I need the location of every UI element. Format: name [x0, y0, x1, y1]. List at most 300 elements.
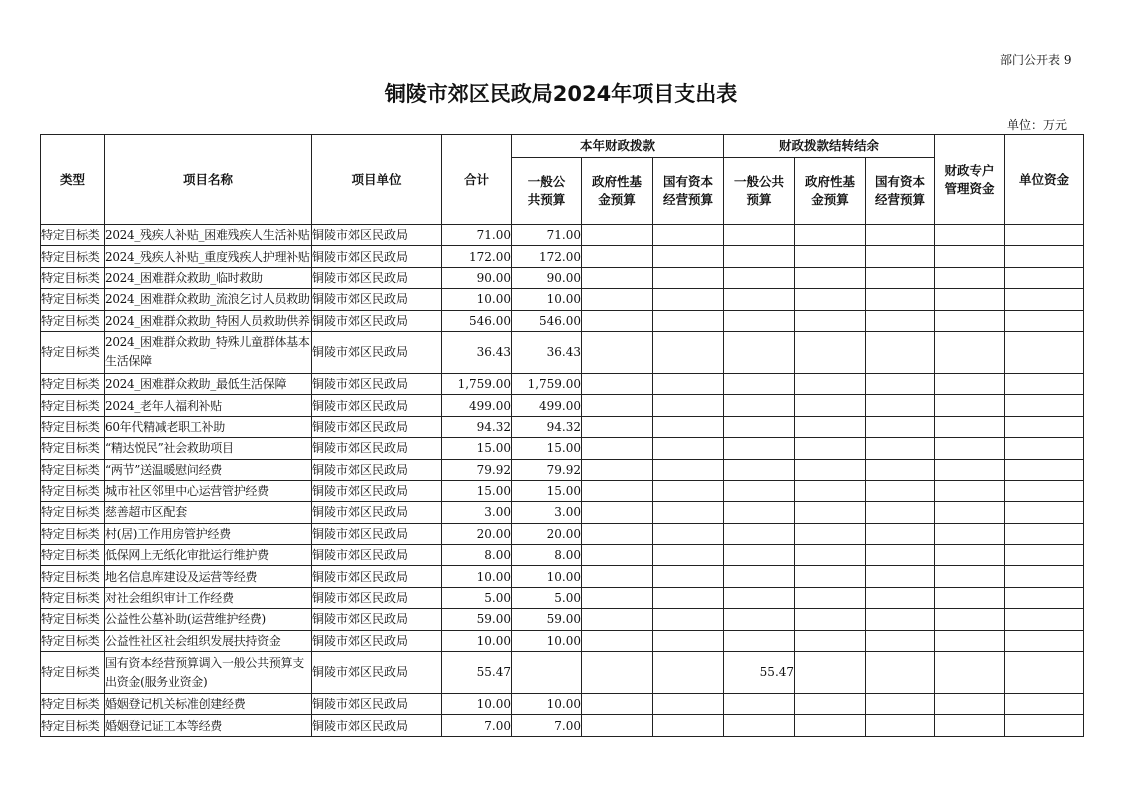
row-cy-general-cell: 90.00	[512, 267, 582, 288]
row-project-unit-cell: 铜陵市郊区民政局	[312, 395, 442, 416]
row-cy-state-capital-cell	[653, 694, 724, 715]
table-row	[41, 225, 1084, 246]
row-unit-fund-cell	[1005, 459, 1084, 480]
table-row	[41, 652, 1084, 694]
row-cy-gov-fund-cell	[582, 523, 653, 544]
header-type: 类型	[41, 135, 105, 225]
row-co-state-capital-cell	[866, 416, 935, 437]
row-project-unit-cell: 铜陵市郊区民政局	[312, 310, 442, 331]
row-cy-gov-fund-cell	[582, 480, 653, 501]
row-total-cell: 172.00	[442, 246, 512, 267]
row-co-state-capital-cell	[866, 438, 935, 459]
row-project-unit-cell: 铜陵市郊区民政局	[312, 502, 442, 523]
row-unit-fund-cell	[1005, 652, 1084, 694]
row-co-state-capital-cell	[866, 652, 935, 694]
row-co-state-capital-cell	[866, 715, 935, 736]
row-project-name-cell: 公益性社区社会组织发展扶持资金	[105, 630, 312, 651]
row-co-general-cell	[724, 523, 795, 544]
table-row	[41, 502, 1084, 523]
row-co-gov-fund-cell	[795, 630, 866, 651]
row-cy-state-capital-cell	[653, 587, 724, 608]
row-cy-general-cell: 10.00	[512, 694, 582, 715]
row-co-general-cell	[724, 480, 795, 501]
row-project-name-cell: 2024_困难群众救助_流浪乞讨人员救助	[105, 289, 312, 310]
row-total-cell: 20.00	[442, 523, 512, 544]
row-cy-general-cell: 15.00	[512, 438, 582, 459]
row-co-gov-fund-cell	[795, 246, 866, 267]
row-type-cell: 特定目标类	[41, 566, 105, 587]
table-row	[41, 267, 1084, 288]
row-project-unit-cell: 铜陵市郊区民政局	[312, 609, 442, 630]
row-total-cell: 94.32	[442, 416, 512, 437]
header-co-gov-fund: 政府性基金预算	[795, 158, 866, 225]
table-row	[41, 438, 1084, 459]
row-co-general-cell	[724, 630, 795, 651]
row-special-fund-cell	[935, 587, 1005, 608]
row-type-cell: 特定目标类	[41, 459, 105, 480]
row-project-name-cell: 对社会组织审计工作经费	[105, 587, 312, 608]
row-type-cell: 特定目标类	[41, 289, 105, 310]
header-cy-state-capital: 国有资本经营预算	[653, 158, 724, 225]
table-row	[41, 587, 1084, 608]
row-co-state-capital-cell	[866, 502, 935, 523]
table-row	[41, 459, 1084, 480]
row-total-cell: 5.00	[442, 587, 512, 608]
row-co-general-cell	[724, 395, 795, 416]
row-co-state-capital-cell	[866, 267, 935, 288]
row-project-name-cell: 2024_残疾人补贴_困难残疾人生活补贴	[105, 225, 312, 246]
header-co-state-capital: 国有资本经营预算	[866, 158, 935, 225]
row-cy-gov-fund-cell	[582, 416, 653, 437]
row-special-fund-cell	[935, 373, 1005, 394]
row-total-cell: 55.47	[442, 652, 512, 694]
row-project-unit-cell: 铜陵市郊区民政局	[312, 331, 442, 373]
row-total-cell: 7.00	[442, 715, 512, 736]
row-cy-state-capital-cell	[653, 310, 724, 331]
page-title: 铜陵市郊区民政局2024年项目支出表	[384, 82, 738, 106]
row-cy-gov-fund-cell	[582, 609, 653, 630]
row-co-general-cell	[724, 566, 795, 587]
row-total-cell: 10.00	[442, 630, 512, 651]
row-cy-state-capital-cell	[653, 438, 724, 459]
table-row	[41, 331, 1084, 373]
row-cy-state-capital-cell	[653, 652, 724, 694]
row-co-state-capital-cell	[866, 246, 935, 267]
row-project-name-cell: 村(居)工作用房管护经费	[105, 523, 312, 544]
row-cy-general-cell: 10.00	[512, 566, 582, 587]
row-unit-fund-cell	[1005, 267, 1084, 288]
row-cy-state-capital-cell	[653, 267, 724, 288]
row-co-state-capital-cell	[866, 289, 935, 310]
row-special-fund-cell	[935, 694, 1005, 715]
row-special-fund-cell	[935, 630, 1005, 651]
row-special-fund-cell	[935, 652, 1005, 694]
row-project-name-cell: 2024_残疾人补贴_重度残疾人护理补贴	[105, 246, 312, 267]
unit-label: 单位：万元	[1007, 118, 1068, 132]
table-row	[41, 545, 1084, 566]
row-cy-general-cell: 546.00	[512, 310, 582, 331]
page-label: 部门公开表 9	[1000, 53, 1072, 67]
table-row	[41, 289, 1084, 310]
row-unit-fund-cell	[1005, 523, 1084, 544]
row-total-cell: 8.00	[442, 545, 512, 566]
row-co-general-cell	[724, 459, 795, 480]
row-type-cell: 特定目标类	[41, 609, 105, 630]
row-co-general-cell	[724, 267, 795, 288]
row-cy-gov-fund-cell	[582, 502, 653, 523]
row-co-state-capital-cell	[866, 545, 935, 566]
row-special-fund-cell	[935, 246, 1005, 267]
row-unit-fund-cell	[1005, 609, 1084, 630]
row-project-unit-cell: 铜陵市郊区民政局	[312, 566, 442, 587]
row-cy-general-cell: 8.00	[512, 545, 582, 566]
row-cy-state-capital-cell	[653, 416, 724, 437]
row-special-fund-cell	[935, 395, 1005, 416]
row-project-unit-cell: 铜陵市郊区民政局	[312, 267, 442, 288]
row-project-name-cell: 婚姻登记机关标准创建经费	[105, 694, 312, 715]
row-total-cell: 499.00	[442, 395, 512, 416]
row-cy-state-capital-cell	[653, 630, 724, 651]
header-current-year-group: 本年财政拨款	[512, 135, 724, 158]
row-unit-fund-cell	[1005, 331, 1084, 373]
header-project-name: 项目名称	[105, 135, 312, 225]
row-project-unit-cell: 铜陵市郊区民政局	[312, 225, 442, 246]
row-project-unit-cell: 铜陵市郊区民政局	[312, 480, 442, 501]
row-special-fund-cell	[935, 480, 1005, 501]
row-type-cell: 特定目标类	[41, 630, 105, 651]
row-co-gov-fund-cell	[795, 373, 866, 394]
table-row	[41, 246, 1084, 267]
row-co-gov-fund-cell	[795, 545, 866, 566]
row-type-cell: 特定目标类	[41, 373, 105, 394]
row-cy-general-cell: 172.00	[512, 246, 582, 267]
row-cy-gov-fund-cell	[582, 289, 653, 310]
row-project-name-cell: 国有资本经营预算调入一般公共预算支出资金(服务业资金)	[105, 652, 312, 694]
row-type-cell: 特定目标类	[41, 416, 105, 437]
row-project-unit-cell: 铜陵市郊区民政局	[312, 459, 442, 480]
row-co-gov-fund-cell	[795, 267, 866, 288]
row-cy-general-cell: 3.00	[512, 502, 582, 523]
row-co-gov-fund-cell	[795, 416, 866, 437]
row-cy-gov-fund-cell	[582, 246, 653, 267]
row-cy-gov-fund-cell	[582, 310, 653, 331]
row-total-cell: 15.00	[442, 480, 512, 501]
row-total-cell: 59.00	[442, 609, 512, 630]
row-special-fund-cell	[935, 267, 1005, 288]
row-co-gov-fund-cell	[795, 289, 866, 310]
header-project-unit: 项目单位	[312, 135, 442, 225]
row-co-gov-fund-cell	[795, 438, 866, 459]
row-co-general-cell	[724, 310, 795, 331]
row-co-state-capital-cell	[866, 480, 935, 501]
row-unit-fund-cell	[1005, 715, 1084, 736]
row-cy-general-cell: 499.00	[512, 395, 582, 416]
row-project-unit-cell: 铜陵市郊区民政局	[312, 246, 442, 267]
row-total-cell: 36.43	[442, 331, 512, 373]
row-co-gov-fund-cell	[795, 480, 866, 501]
row-cy-state-capital-cell	[653, 225, 724, 246]
row-special-fund-cell	[935, 609, 1005, 630]
row-cy-gov-fund-cell	[582, 395, 653, 416]
row-special-fund-cell	[935, 289, 1005, 310]
row-unit-fund-cell	[1005, 395, 1084, 416]
row-cy-general-cell: 10.00	[512, 630, 582, 651]
row-unit-fund-cell	[1005, 246, 1084, 267]
row-cy-general-cell	[512, 652, 582, 694]
table-row	[41, 715, 1084, 736]
row-unit-fund-cell	[1005, 416, 1084, 437]
row-project-unit-cell: 铜陵市郊区民政局	[312, 715, 442, 736]
row-total-cell: 71.00	[442, 225, 512, 246]
row-co-gov-fund-cell	[795, 715, 866, 736]
row-cy-general-cell: 1,759.00	[512, 373, 582, 394]
row-type-cell: 特定目标类	[41, 694, 105, 715]
row-total-cell: 90.00	[442, 267, 512, 288]
row-unit-fund-cell	[1005, 630, 1084, 651]
row-unit-fund-cell	[1005, 373, 1084, 394]
row-co-state-capital-cell	[866, 395, 935, 416]
row-co-state-capital-cell	[866, 630, 935, 651]
row-co-general-cell	[724, 545, 795, 566]
row-co-gov-fund-cell	[795, 523, 866, 544]
row-type-cell: 特定目标类	[41, 523, 105, 544]
table-row	[41, 566, 1084, 587]
row-cy-gov-fund-cell	[582, 225, 653, 246]
row-project-unit-cell: 铜陵市郊区民政局	[312, 523, 442, 544]
row-project-name-cell: “精达悦民”社会救助项目	[105, 438, 312, 459]
row-total-cell: 10.00	[442, 694, 512, 715]
row-co-general-cell	[724, 609, 795, 630]
row-project-name-cell: 2024_困难群众救助_特殊儿童群体基本生活保障	[105, 331, 312, 373]
row-total-cell: 15.00	[442, 438, 512, 459]
row-cy-gov-fund-cell	[582, 373, 653, 394]
row-special-fund-cell	[935, 225, 1005, 246]
row-cy-gov-fund-cell	[582, 459, 653, 480]
row-cy-gov-fund-cell	[582, 715, 653, 736]
row-cy-gov-fund-cell	[582, 587, 653, 608]
row-type-cell: 特定目标类	[41, 310, 105, 331]
row-project-name-cell: “两节”送温暖慰问经费	[105, 459, 312, 480]
row-co-gov-fund-cell	[795, 609, 866, 630]
row-project-name-cell: 60年代精减老职工补助	[105, 416, 312, 437]
row-co-gov-fund-cell	[795, 566, 866, 587]
row-project-unit-cell: 铜陵市郊区民政局	[312, 416, 442, 437]
row-total-cell: 3.00	[442, 502, 512, 523]
row-cy-general-cell: 10.00	[512, 289, 582, 310]
row-project-name-cell: 慈善超市区配套	[105, 502, 312, 523]
row-total-cell: 10.00	[442, 566, 512, 587]
row-type-cell: 特定目标类	[41, 480, 105, 501]
row-cy-gov-fund-cell	[582, 694, 653, 715]
row-project-name-cell: 2024_困难群众救助_临时救助	[105, 267, 312, 288]
header-co-general: 一般公共预算	[724, 158, 795, 225]
row-cy-gov-fund-cell	[582, 331, 653, 373]
row-co-general-cell	[724, 289, 795, 310]
row-co-general-cell	[724, 246, 795, 267]
row-co-state-capital-cell	[866, 225, 935, 246]
row-co-gov-fund-cell	[795, 694, 866, 715]
row-cy-state-capital-cell	[653, 246, 724, 267]
header-total: 合计	[442, 135, 512, 225]
row-co-state-capital-cell	[866, 609, 935, 630]
row-type-cell: 特定目标类	[41, 331, 105, 373]
row-co-state-capital-cell	[866, 459, 935, 480]
row-co-gov-fund-cell	[795, 395, 866, 416]
row-co-gov-fund-cell	[795, 502, 866, 523]
row-special-fund-cell	[935, 502, 1005, 523]
row-co-state-capital-cell	[866, 373, 935, 394]
row-type-cell: 特定目标类	[41, 225, 105, 246]
table-row	[41, 523, 1084, 544]
row-cy-state-capital-cell	[653, 609, 724, 630]
row-co-general-cell	[724, 373, 795, 394]
row-project-name-cell: 婚姻登记证工本等经费	[105, 715, 312, 736]
row-co-state-capital-cell	[866, 523, 935, 544]
row-project-unit-cell: 铜陵市郊区民政局	[312, 630, 442, 651]
row-cy-gov-fund-cell	[582, 438, 653, 459]
row-project-unit-cell: 铜陵市郊区民政局	[312, 545, 442, 566]
header-cy-gov-fund: 政府性基金预算	[582, 158, 653, 225]
table-row	[41, 609, 1084, 630]
row-project-name-cell: 2024_老年人福利补贴	[105, 395, 312, 416]
row-co-gov-fund-cell	[795, 652, 866, 694]
row-co-general-cell	[724, 416, 795, 437]
row-type-cell: 特定目标类	[41, 652, 105, 694]
row-co-general-cell: 55.47	[724, 652, 795, 694]
table-row	[41, 694, 1084, 715]
header-unit-fund: 单位资金	[1005, 135, 1084, 225]
row-co-state-capital-cell	[866, 694, 935, 715]
row-co-state-capital-cell	[866, 566, 935, 587]
row-type-cell: 特定目标类	[41, 438, 105, 459]
row-special-fund-cell	[935, 416, 1005, 437]
row-cy-gov-fund-cell	[582, 566, 653, 587]
row-project-unit-cell: 铜陵市郊区民政局	[312, 587, 442, 608]
row-cy-general-cell: 7.00	[512, 715, 582, 736]
row-special-fund-cell	[935, 715, 1005, 736]
row-special-fund-cell	[935, 523, 1005, 544]
row-type-cell: 特定目标类	[41, 715, 105, 736]
row-unit-fund-cell	[1005, 289, 1084, 310]
row-cy-general-cell: 79.92	[512, 459, 582, 480]
row-co-general-cell	[724, 225, 795, 246]
row-cy-state-capital-cell	[653, 395, 724, 416]
row-cy-state-capital-cell	[653, 566, 724, 587]
row-co-gov-fund-cell	[795, 331, 866, 373]
row-special-fund-cell	[935, 310, 1005, 331]
table-row	[41, 373, 1084, 394]
row-cy-gov-fund-cell	[582, 630, 653, 651]
row-unit-fund-cell	[1005, 694, 1084, 715]
row-cy-state-capital-cell	[653, 480, 724, 501]
row-type-cell: 特定目标类	[41, 246, 105, 267]
table-row	[41, 310, 1084, 331]
row-project-name-cell: 城市社区邻里中心运营管护经费	[105, 480, 312, 501]
row-co-general-cell	[724, 587, 795, 608]
row-cy-state-capital-cell	[653, 459, 724, 480]
row-total-cell: 79.92	[442, 459, 512, 480]
row-unit-fund-cell	[1005, 438, 1084, 459]
row-cy-state-capital-cell	[653, 545, 724, 566]
row-project-name-cell: 公益性公墓补助(运营维护经费)	[105, 609, 312, 630]
row-unit-fund-cell	[1005, 566, 1084, 587]
row-co-state-capital-cell	[866, 310, 935, 331]
row-special-fund-cell	[935, 438, 1005, 459]
row-total-cell: 10.00	[442, 289, 512, 310]
row-co-state-capital-cell	[866, 331, 935, 373]
row-cy-state-capital-cell	[653, 373, 724, 394]
table-row	[41, 395, 1084, 416]
row-unit-fund-cell	[1005, 587, 1084, 608]
header-special-fund: 财政专户管理资金	[935, 135, 1005, 225]
row-total-cell: 1,759.00	[442, 373, 512, 394]
row-cy-general-cell: 15.00	[512, 480, 582, 501]
row-type-cell: 特定目标类	[41, 587, 105, 608]
row-co-general-cell	[724, 502, 795, 523]
table-row	[41, 480, 1084, 501]
row-co-state-capital-cell	[866, 587, 935, 608]
header-carryover-group: 财政拨款结转结余	[724, 135, 935, 158]
row-cy-state-capital-cell	[653, 523, 724, 544]
row-project-unit-cell: 铜陵市郊区民政局	[312, 289, 442, 310]
row-co-general-cell	[724, 438, 795, 459]
row-special-fund-cell	[935, 331, 1005, 373]
row-cy-general-cell: 71.00	[512, 225, 582, 246]
row-co-gov-fund-cell	[795, 310, 866, 331]
row-co-general-cell	[724, 694, 795, 715]
row-type-cell: 特定目标类	[41, 395, 105, 416]
row-cy-state-capital-cell	[653, 289, 724, 310]
row-cy-state-capital-cell	[653, 502, 724, 523]
header-cy-general: 一般公共预算	[512, 158, 582, 225]
table-body	[41, 225, 1084, 737]
row-co-gov-fund-cell	[795, 587, 866, 608]
row-total-cell: 546.00	[442, 310, 512, 331]
row-cy-general-cell: 94.32	[512, 416, 582, 437]
row-co-general-cell	[724, 715, 795, 736]
row-co-gov-fund-cell	[795, 225, 866, 246]
row-cy-general-cell: 20.00	[512, 523, 582, 544]
row-cy-state-capital-cell	[653, 331, 724, 373]
row-project-name-cell: 地名信息库建设及运营等经费	[105, 566, 312, 587]
row-project-unit-cell: 铜陵市郊区民政局	[312, 694, 442, 715]
row-project-name-cell: 2024_困难群众救助_特困人员救助供养	[105, 310, 312, 331]
row-project-unit-cell: 铜陵市郊区民政局	[312, 438, 442, 459]
row-unit-fund-cell	[1005, 545, 1084, 566]
row-cy-general-cell: 5.00	[512, 587, 582, 608]
table-row	[41, 630, 1084, 651]
row-cy-gov-fund-cell	[582, 267, 653, 288]
row-cy-state-capital-cell	[653, 715, 724, 736]
row-co-gov-fund-cell	[795, 459, 866, 480]
row-type-cell: 特定目标类	[41, 545, 105, 566]
row-type-cell: 特定目标类	[41, 267, 105, 288]
row-unit-fund-cell	[1005, 225, 1084, 246]
row-project-unit-cell: 铜陵市郊区民政局	[312, 652, 442, 694]
row-cy-gov-fund-cell	[582, 652, 653, 694]
row-project-name-cell: 低保网上无纸化审批运行维护费	[105, 545, 312, 566]
row-unit-fund-cell	[1005, 310, 1084, 331]
row-project-unit-cell: 铜陵市郊区民政局	[312, 373, 442, 394]
row-special-fund-cell	[935, 545, 1005, 566]
row-cy-general-cell: 59.00	[512, 609, 582, 630]
row-unit-fund-cell	[1005, 502, 1084, 523]
table-row	[41, 416, 1084, 437]
row-special-fund-cell	[935, 459, 1005, 480]
row-project-name-cell: 2024_困难群众救助_最低生活保障	[105, 373, 312, 394]
row-unit-fund-cell	[1005, 480, 1084, 501]
row-type-cell: 特定目标类	[41, 502, 105, 523]
